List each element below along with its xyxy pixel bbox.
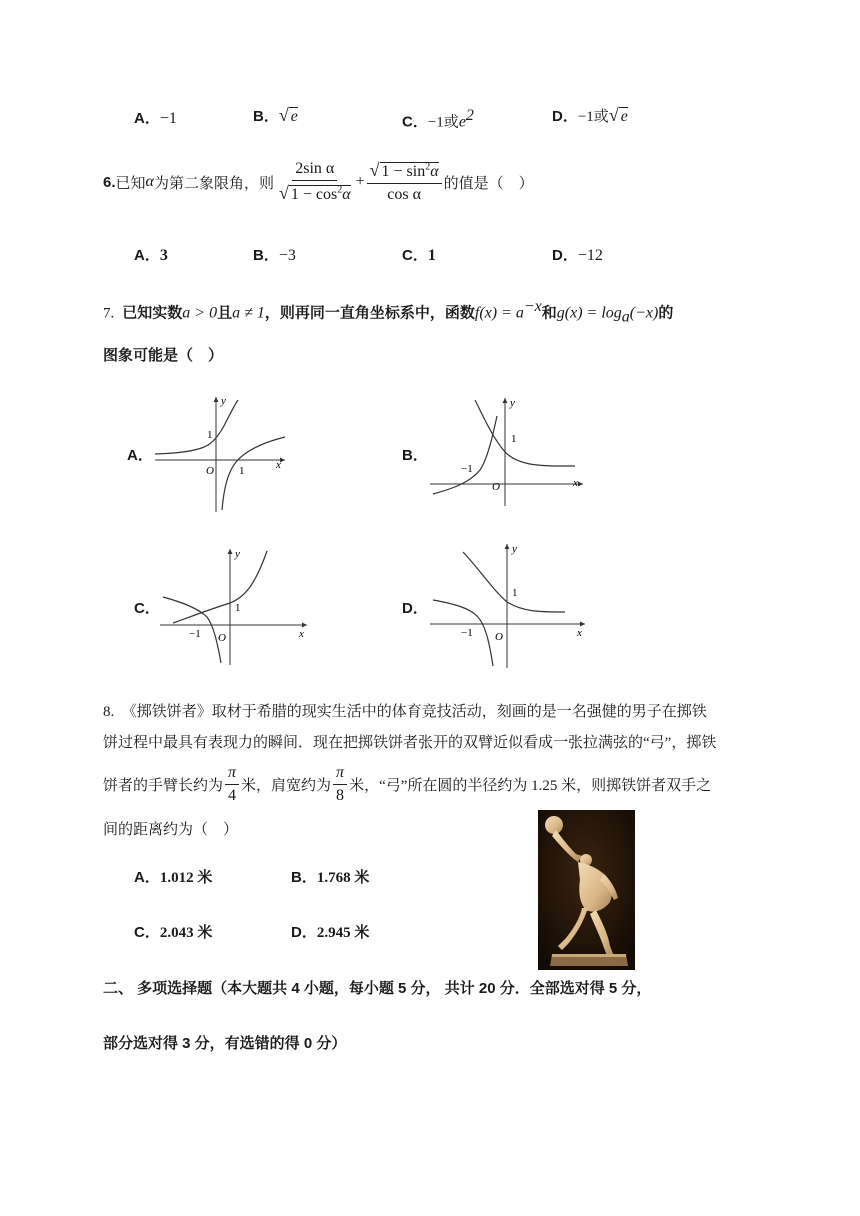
y-arrow-icon	[503, 398, 508, 403]
graph-b	[425, 394, 590, 509]
curve-log	[222, 437, 285, 510]
q8-line-1: 8. 《掷铁饼者》取材于希腊的现实生活中的体育竞技活动，刻画的是一名强健的男子在掷铁	[103, 704, 707, 720]
fraction-2-denominator: cos α	[387, 186, 421, 203]
q7-text-5: 的	[658, 305, 674, 322]
graph-d-label: D．	[402, 600, 428, 617]
section-2-heading: 二、 多项选择题（本大题共 4 小题，每小题 5 分， 共计 20 分．全部选对得 5 分，	[103, 980, 652, 997]
q7-math-1: a > 0	[182, 304, 218, 322]
q8-text-b: 米，肩宽约为	[241, 778, 332, 794]
q8-text-c: 米，“弓”所在圆的半径约为 1.25 米，则掷铁饼者双手之	[349, 778, 712, 794]
tick-label: 1	[239, 465, 245, 477]
q7-text-2: 且	[217, 305, 233, 322]
tick-label: 1	[512, 587, 518, 599]
option-value: 2.945 米	[316, 925, 370, 941]
q8-option-a	[134, 866, 212, 887]
y-label: y	[512, 543, 517, 555]
alpha-symbol: α	[430, 163, 439, 180]
sqrt-icon: √	[278, 105, 289, 125]
option-label: C．	[402, 113, 428, 131]
fraction-denominator: 4	[228, 787, 237, 804]
fraction-1-denominator: √ $1 - \cos^2\alpha$	[278, 183, 351, 203]
option-label: C．	[402, 247, 428, 264]
section-2-heading-line-2: 部分选对得 3 分，有选错的得 0 分）	[103, 1035, 347, 1052]
option-label: D．	[552, 108, 578, 125]
discobolus-statue-image	[538, 810, 635, 970]
fraction-pi-4	[225, 764, 239, 805]
option-value: 3	[159, 247, 168, 264]
q5-option-d	[552, 105, 628, 126]
alpha-symbol: α	[145, 173, 154, 190]
origin-label: O	[492, 481, 500, 493]
q6-text-1: 已知	[115, 175, 146, 192]
tick-label: 1	[511, 433, 517, 445]
graph-c-label: C．	[134, 600, 160, 617]
tick-label: 1	[207, 429, 213, 441]
q7-text-4: 和	[541, 305, 557, 322]
q7-stem-line-2: 图象可能是（ ）	[103, 348, 224, 364]
option-label: B．	[291, 869, 317, 886]
tick-label: −1	[461, 627, 473, 639]
x-arrow-icon	[578, 482, 583, 487]
option-label: B．	[253, 108, 279, 125]
x-label: x	[276, 459, 281, 471]
graph-a	[150, 392, 295, 517]
q6-stem: 6. 已知 α 为第二象限角，则 $\frac{\text{2sin α}}{√ 1 - \cos^2\alpha}$ + $\frac{√ 1 - \sin^2\alpha}{\text{cos α}}$ 的值是（ ）	[103, 160, 534, 203]
curve-log	[433, 416, 497, 494]
x-label: x	[573, 477, 578, 489]
curve-exponential	[173, 551, 267, 623]
q6-option-a	[134, 244, 168, 265]
tick-label: −1	[189, 628, 201, 640]
fraction-1-numerator: 2sin α	[292, 160, 337, 181]
option-value: 1.012 米	[159, 870, 213, 886]
q7-log-base: a	[621, 308, 630, 326]
fraction-numerator: π	[333, 764, 347, 785]
graph-b-label: B．	[402, 447, 428, 464]
q6-text-2: 为第二象限角，则	[153, 175, 274, 192]
curve-exponential	[155, 400, 238, 454]
option-label: D．	[552, 247, 578, 264]
question-number: 7.	[103, 305, 115, 322]
q6-text-3: 的值是（ ）	[443, 175, 534, 192]
denominator-text: 1 − cos	[290, 186, 338, 203]
q8-line-3	[103, 764, 711, 805]
fraction-1	[276, 160, 354, 204]
option-value: 2.043 米	[159, 925, 213, 941]
fraction-2	[367, 160, 442, 204]
curve-exponential	[475, 400, 575, 466]
option-value: 1	[427, 247, 436, 264]
option-label: C．	[134, 924, 160, 941]
graph-d	[425, 540, 590, 670]
option-label: A．	[134, 110, 160, 127]
tick-label: 1	[235, 602, 241, 614]
y-label: y	[221, 395, 226, 407]
option-value: −3	[278, 247, 296, 264]
q8-line-4: 间的距离约为（ ）	[103, 822, 239, 838]
tick-label: −1	[461, 463, 473, 475]
option-value: −12	[577, 247, 603, 264]
q5-option-b	[253, 105, 298, 126]
q8-text-a: 饼者的手臂长约为	[103, 778, 224, 794]
y-label: y	[510, 397, 515, 409]
q7-math-2: a ≠ 1	[232, 304, 265, 322]
q7-stem	[103, 298, 673, 327]
q7-math-g: g(x) = log	[556, 304, 622, 322]
q7-text-1: 已知实数	[122, 305, 183, 322]
sqrt-icon: √	[608, 105, 619, 125]
fraction-denominator: 8	[336, 787, 345, 804]
fraction-numerator: π	[225, 764, 239, 785]
graph-c	[155, 545, 315, 670]
alpha-symbol: α	[342, 186, 351, 203]
fraction-2-numerator: √ $1 - \sin^2\alpha$	[367, 160, 442, 184]
option-exponent: 2	[465, 107, 474, 124]
numerator-text: 1 − sin	[381, 163, 426, 180]
y-arrow-icon	[228, 549, 233, 554]
origin-label: O	[206, 465, 214, 477]
y-arrow-icon	[214, 397, 219, 402]
q7-text-3: ，则再同一直角坐标系中，函数	[264, 305, 475, 322]
curve-exponential	[463, 552, 565, 612]
x-label: x	[577, 627, 582, 639]
option-value: e	[290, 108, 298, 125]
origin-label: O	[218, 632, 226, 644]
option-label: D．	[291, 924, 317, 941]
q8-option-b	[291, 866, 369, 887]
x-arrow-icon	[580, 622, 585, 627]
option-value: −1	[159, 110, 177, 127]
option-value: 1.768 米	[316, 870, 370, 886]
option-label: A．	[134, 869, 160, 886]
fraction-pi-8	[333, 764, 347, 805]
q8-line-2: 饼过程中最具有表现力的瞬间．现在把掷铁饼者张开的双臂近似看成一张拉满弦的“弓”，掷铁	[103, 735, 717, 751]
x-label: x	[299, 628, 304, 640]
y-label: y	[235, 548, 240, 560]
q8-option-c	[134, 921, 212, 942]
graph-a-label: A．	[127, 447, 153, 464]
q6-option-c	[402, 244, 436, 265]
q7-exponent: −x	[523, 298, 542, 315]
q7-math-f: f(x) = a	[474, 304, 524, 322]
option-value: −1或	[427, 114, 459, 131]
q6-option-d	[552, 244, 603, 265]
q7-math-g-arg: (−x)	[629, 304, 659, 322]
question-number: 6.	[103, 173, 116, 191]
q6-option-b	[253, 244, 296, 265]
option-label: A．	[134, 247, 160, 264]
origin-label: O	[495, 631, 503, 643]
q8-option-d	[291, 921, 369, 942]
option-value-e: e	[620, 108, 628, 125]
option-value: −1或	[577, 109, 609, 125]
option-label: B．	[253, 247, 279, 264]
option-value-e: e	[458, 113, 466, 131]
q5-option-c	[402, 107, 474, 131]
y-arrow-icon	[505, 544, 510, 549]
x-arrow-icon	[302, 623, 307, 628]
q5-option-a	[134, 107, 177, 128]
